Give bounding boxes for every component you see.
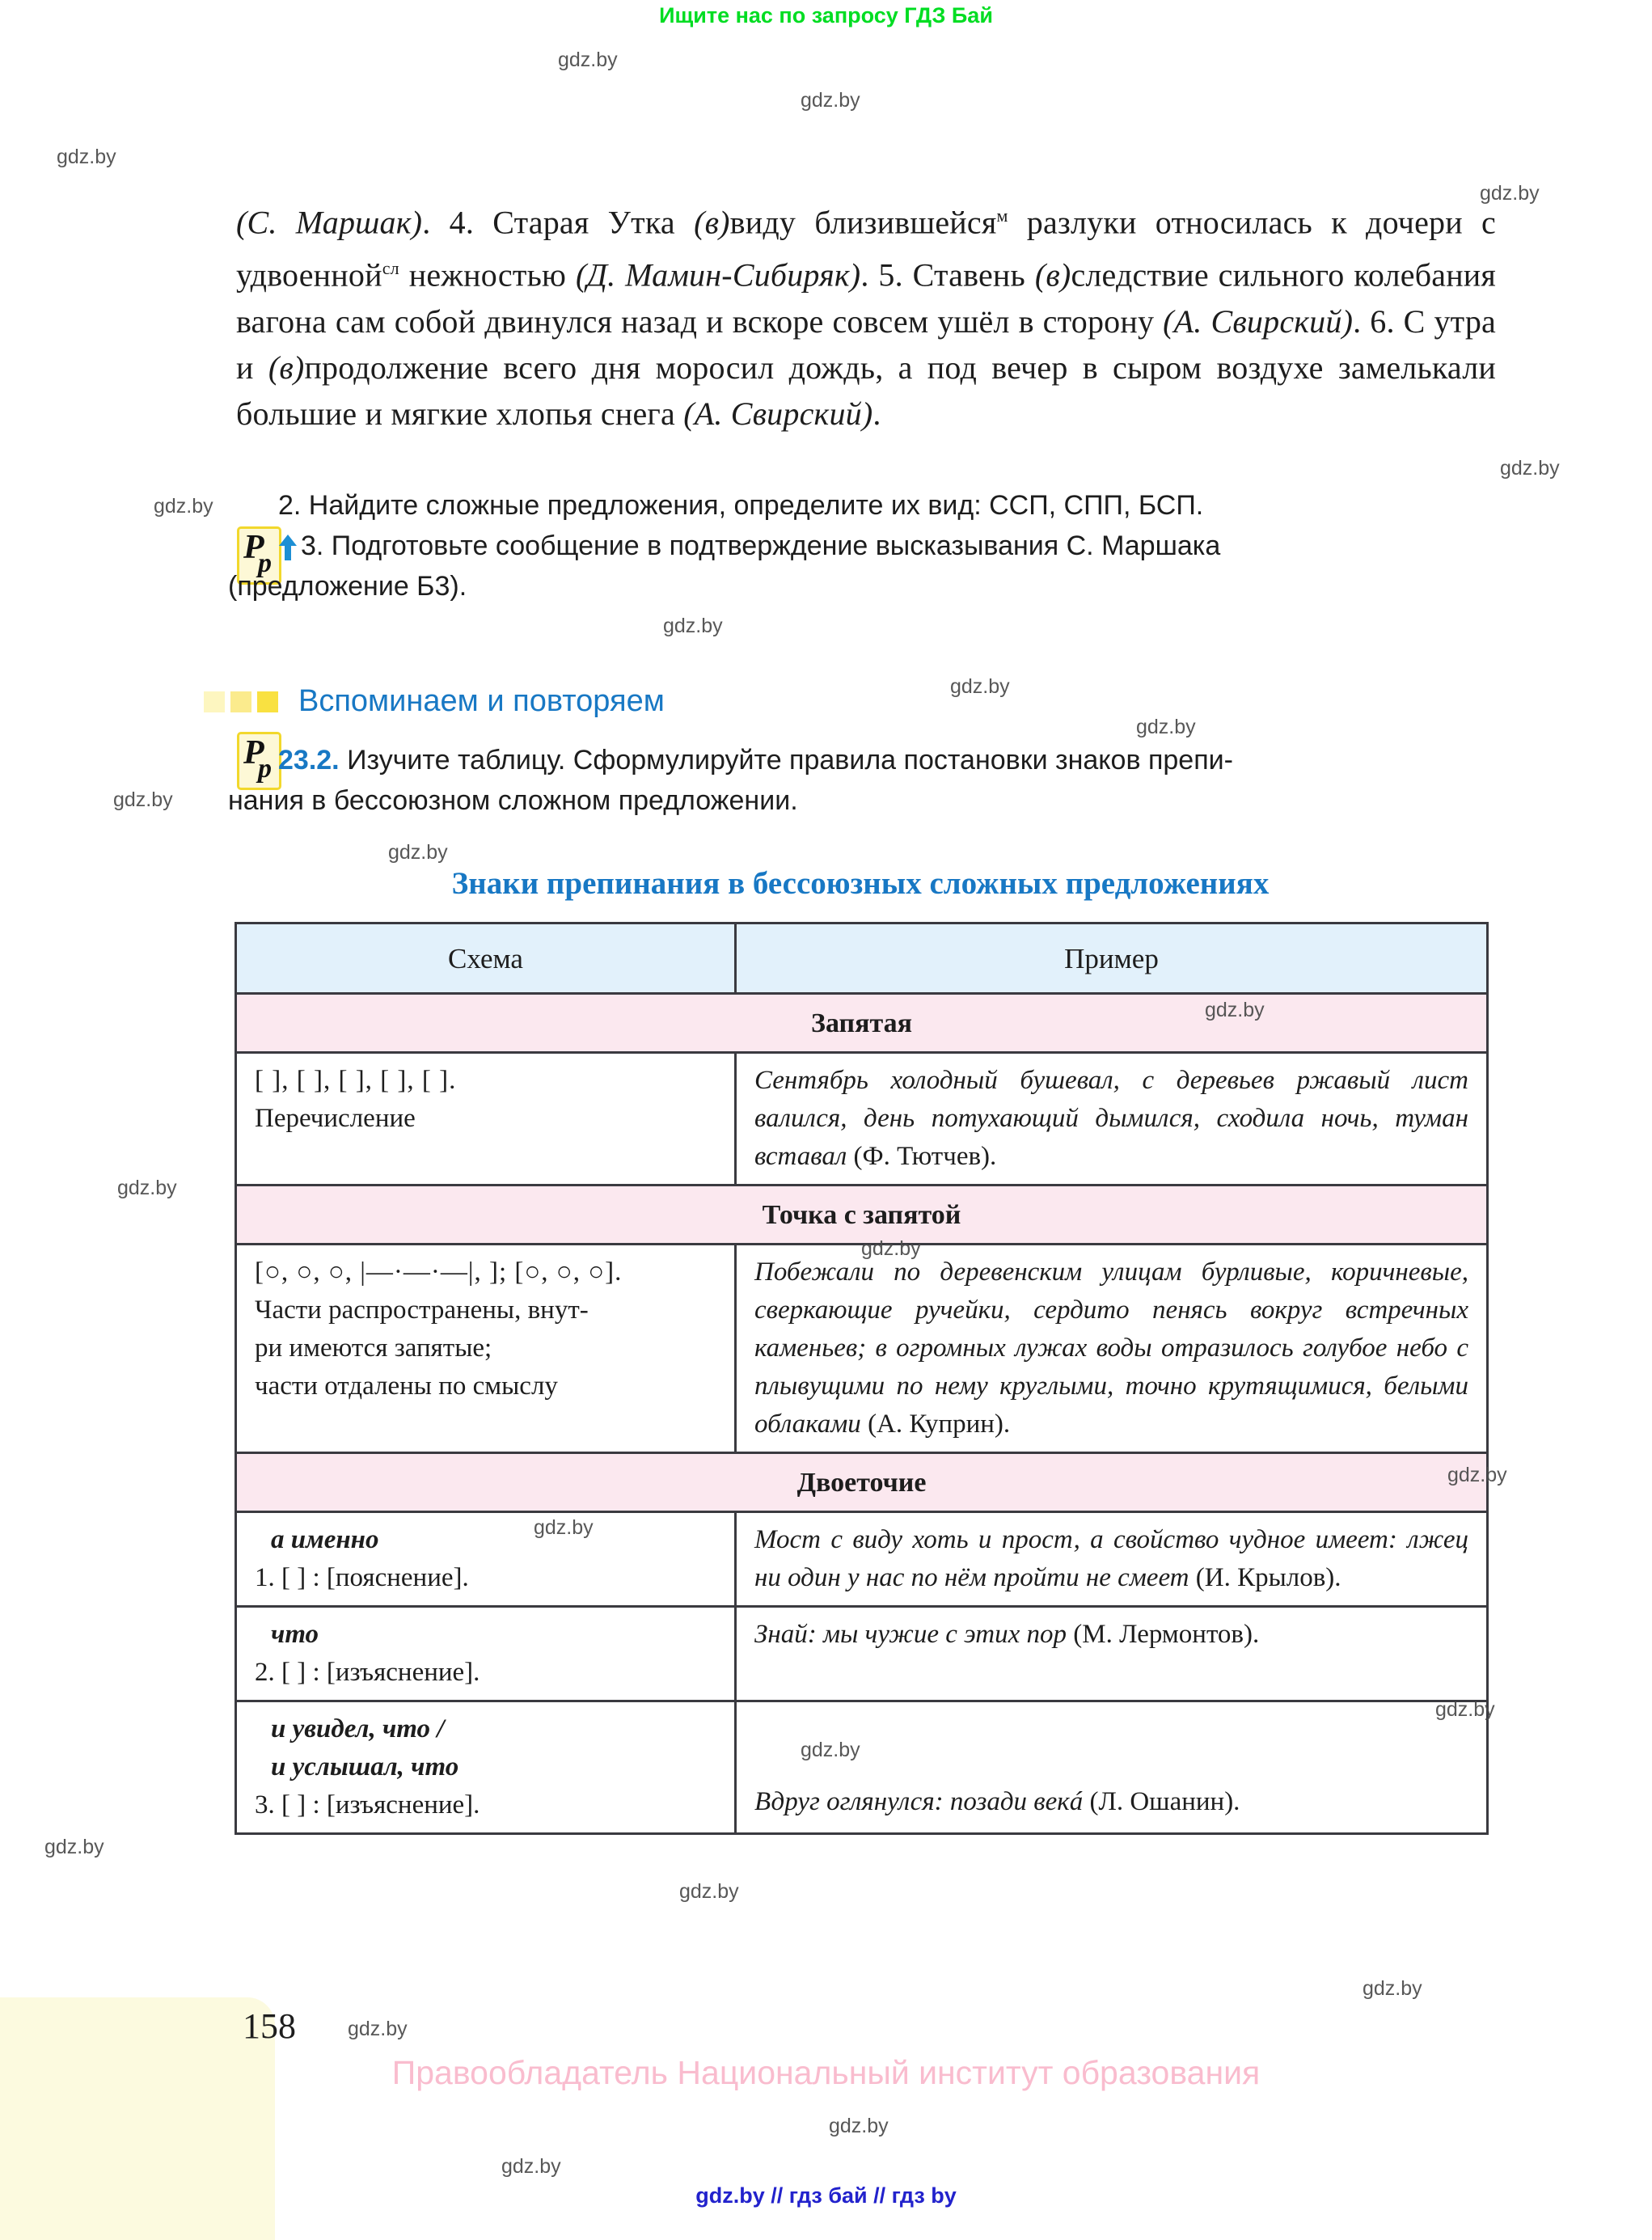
watermark-20: gdz.by bbox=[1363, 1977, 1422, 2000]
morphology-mark: м bbox=[996, 205, 1008, 226]
source-svirskiy-1: (А. Свирский) bbox=[1163, 302, 1354, 340]
scheme-conjunction-label-a: и увидел, что / bbox=[271, 1714, 445, 1743]
example-source: (А. Куприн). bbox=[868, 1410, 1011, 1439]
bottom-links: gdz.by // гдз бай // гдз by bbox=[695, 2183, 957, 2208]
task-item-2-label: 2. Найдите сложные предложения, определите их вид: ССП, СПП, БСП. bbox=[278, 490, 1204, 521]
watermark-7: gdz.by bbox=[950, 675, 1010, 698]
exercise-number: 23.2. bbox=[278, 745, 340, 776]
para-seg-8: . 5. Ставень bbox=[860, 256, 1035, 294]
watermark-16: gdz.by bbox=[1435, 1698, 1495, 1721]
table-section-comma bbox=[236, 994, 1488, 1053]
watermark-10: gdz.by bbox=[388, 841, 448, 864]
task-item-3-label: 3. Подготовьте сообщение в подтверждение высказывания С. Маршака bbox=[301, 530, 1221, 561]
watermark-2: gdz.by bbox=[57, 146, 116, 168]
page-number: 158 bbox=[243, 2006, 296, 2046]
scheme-line: 2. [ ] : [изъяснение]. bbox=[255, 1658, 480, 1687]
column-header-scheme: Схема bbox=[236, 923, 736, 994]
section-heading-label: Вспоминаем и повторяем bbox=[298, 684, 665, 718]
table-header-row bbox=[236, 923, 1488, 994]
table-row bbox=[236, 1607, 1488, 1701]
rp-icon-lowercase-2: p bbox=[258, 754, 272, 784]
table-row bbox=[236, 1701, 1488, 1834]
table-section-colon bbox=[236, 1453, 1488, 1512]
watermark-23: gdz.by bbox=[501, 2155, 561, 2178]
task-item-3-continuation: (предложение Б3). bbox=[228, 571, 467, 602]
para-paren-v-2: (в) bbox=[1034, 256, 1071, 294]
section-label-colon: Двоеточие bbox=[236, 1453, 1488, 1512]
scheme-note-3: части отдалены по смыслу bbox=[255, 1371, 558, 1401]
watermark-3: gdz.by bbox=[1480, 182, 1540, 205]
punctuation-table bbox=[234, 922, 1489, 1835]
watermark-22: gdz.by bbox=[829, 2115, 889, 2137]
para-seg-16: . bbox=[872, 395, 881, 432]
rp-icon-uppercase: P bbox=[243, 529, 264, 566]
scheme-line: 1. [ ] : [пояснение]. bbox=[255, 1563, 469, 1592]
wordformation-mark: сл bbox=[382, 258, 399, 279]
task-item-2 bbox=[228, 485, 1498, 526]
example-text: Мост с виду хоть и прост, а свойство чудное имеет: лжец ни один у нас по нём пройти не смеет bbox=[754, 1525, 1468, 1592]
scheme-cell-colon-2 bbox=[236, 1607, 736, 1701]
example-source: (Ф. Тютчев). bbox=[853, 1142, 997, 1171]
heading-square-2-icon bbox=[230, 691, 251, 712]
example-text: Побежали по деревенским улицам бурливые, коричневые, сверкающие ручейки, сердито пенясь вокруг встречных каменьев; в огромных лужах воды отразилось голубое небо с плывущими по нему круглыми, точно крутящимися, белыми облаками bbox=[754, 1257, 1468, 1439]
task-list bbox=[228, 485, 1498, 606]
scheme-cell-semicolon bbox=[236, 1245, 736, 1453]
para-seg-4: виду близившейся bbox=[729, 204, 997, 241]
scheme-line: [○, ○, ○, |—·—·—|, ]; [○, ○, ○]. bbox=[255, 1257, 623, 1287]
rp-icon-lowercase: p bbox=[258, 548, 272, 578]
column-header-example: Пример bbox=[736, 923, 1488, 994]
table-title: Знаки препинания в бессоюзных сложных предложениях bbox=[451, 866, 1270, 901]
heading-square-3-icon bbox=[257, 691, 278, 712]
watermark-6: gdz.by bbox=[663, 615, 723, 637]
example-text: Знай: мы чужие с этих пор bbox=[754, 1620, 1074, 1649]
watermark-1: gdz.by bbox=[801, 89, 860, 112]
table-row bbox=[236, 1245, 1488, 1453]
watermark-13: gdz.by bbox=[861, 1237, 921, 1260]
table-row bbox=[236, 1053, 1488, 1186]
example-source: (И. Крылов). bbox=[1195, 1563, 1341, 1592]
watermark-12: gdz.by bbox=[117, 1177, 177, 1199]
source-svirskiy-2: (А. Свирский) bbox=[683, 395, 873, 432]
watermark-11: gdz.by bbox=[1205, 999, 1265, 1021]
example-cell-colon-2 bbox=[736, 1607, 1488, 1701]
watermark-8: gdz.by bbox=[1136, 716, 1196, 738]
example-source: (М. Лермонтов). bbox=[1073, 1620, 1260, 1649]
watermark-4: gdz.by bbox=[1500, 457, 1560, 480]
section-label-semicolon: Точка с запятой bbox=[236, 1186, 1488, 1245]
exercise-paragraph bbox=[236, 192, 1496, 437]
scheme-line: 3. [ ] : [изъяснение]. bbox=[255, 1790, 480, 1819]
exercise-23-2 bbox=[228, 740, 1498, 821]
copyright-notice: Правообладатель Национальный институт образования bbox=[391, 2054, 1261, 2091]
watermark-14: gdz.by bbox=[1447, 1464, 1507, 1486]
source-mamin-sibiryak: (Д. Мамин-Сибиряк) bbox=[575, 256, 861, 294]
watermark-0: gdz.by bbox=[558, 49, 618, 71]
task-item-3 bbox=[228, 526, 1498, 566]
scheme-conjunction-label: что bbox=[271, 1620, 319, 1649]
example-cell-semicolon bbox=[736, 1245, 1488, 1453]
watermark-18: gdz.by bbox=[44, 1836, 104, 1858]
source-maršak: (С. Маршак) bbox=[236, 204, 423, 241]
heading-square-1-icon bbox=[204, 691, 225, 712]
watermark-17: gdz.by bbox=[801, 1739, 860, 1761]
example-cell-colon-3 bbox=[736, 1701, 1488, 1834]
watermark-9: gdz.by bbox=[113, 788, 173, 811]
scheme-conjunction-label: а именно bbox=[271, 1525, 379, 1554]
para-seg-5: разлуки относилась к дочери с удвоенной bbox=[236, 204, 1497, 294]
para-seg-10: следствие сильного колебания вагона сам собой двинулся назад и вскоре совсем ушёл в сторону bbox=[236, 256, 1497, 340]
watermark-19: gdz.by bbox=[679, 1880, 739, 1903]
para-paren-v-1: (в) bbox=[694, 204, 730, 241]
example-cell-comma bbox=[736, 1053, 1488, 1186]
exercise-232-line2: нания в бессоюзном сложном предложении. bbox=[228, 785, 798, 816]
example-text: Вдруг оглянулся: позади векá bbox=[754, 1787, 1090, 1816]
scheme-cell-comma bbox=[236, 1053, 736, 1186]
scheme-note-1: Части распространены, внут- bbox=[255, 1295, 589, 1325]
para-seg-12: . 6. С утра и bbox=[236, 302, 1496, 386]
watermark-21: gdz.by bbox=[348, 2018, 408, 2040]
exercise-232-line1: Изучите таблицу. Сформулируйте правила постановки знаков препи- bbox=[339, 745, 1233, 776]
para-paren-v-3: (в) bbox=[268, 349, 305, 386]
para-seg-14: продолжение всего дня моросил дождь, а под вечер в сыром воздухе замелькали большие и мягкие хлопья снега bbox=[236, 349, 1496, 432]
watermark-15: gdz.by bbox=[534, 1516, 594, 1539]
scheme-cell-colon-1 bbox=[236, 1512, 736, 1607]
watermark-5: gdz.by bbox=[154, 495, 213, 518]
table-section-semicolon bbox=[236, 1186, 1488, 1245]
example-source: (Л. Ошанин). bbox=[1089, 1787, 1240, 1816]
example-text: Сентябрь холодный бушевал, с деревьев ржавый лист валился, день потухающий дымился, сходила ночь, туман вставал bbox=[754, 1066, 1468, 1171]
scheme-note: Перечисление bbox=[255, 1104, 416, 1133]
scheme-conjunction-label-b: и услышал, что bbox=[271, 1752, 459, 1781]
scheme-cell-colon-3 bbox=[236, 1701, 736, 1834]
scheme-note-2: ри имеются запятые; bbox=[255, 1333, 492, 1363]
para-seg-6: нежностью bbox=[399, 256, 576, 294]
scheme-line: [ ], [ ], [ ], [ ], [ ]. bbox=[255, 1066, 457, 1095]
example-cell-colon-1 bbox=[736, 1512, 1488, 1607]
table-row bbox=[236, 1512, 1488, 1607]
section-heading bbox=[204, 684, 665, 719]
para-seg-2: . 4. Старая Утка bbox=[422, 204, 695, 241]
section-label-comma: Запятая bbox=[236, 994, 1488, 1053]
promo-banner: Ищите нас по запросу ГДЗ Бай bbox=[659, 3, 993, 27]
rp-icon-uppercase-2: P bbox=[243, 734, 264, 771]
